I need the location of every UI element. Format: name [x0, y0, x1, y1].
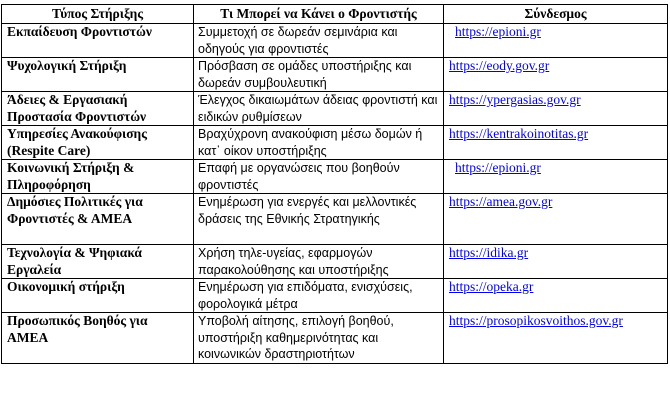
- support-type-cell: Δημόσιες Πολιτικές για Φροντιστές & ΑΜΕΑ: [2, 194, 194, 245]
- resource-link[interactable]: https://opeka.gr: [449, 279, 534, 294]
- action-cell: Συμμετοχή σε δωρεάν σεμινάρια και οδηγούς για φροντιστές: [194, 24, 444, 58]
- table-row: [2, 279, 668, 313]
- table-row: [2, 126, 668, 160]
- resource-link[interactable]: https://epioni.gr: [455, 160, 541, 175]
- header-link: Σύνδεσμος: [444, 5, 668, 24]
- support-type-cell: Εκπαίδευση Φροντιστών: [2, 24, 194, 58]
- resource-link[interactable]: https://eody.gov.gr: [449, 58, 550, 73]
- action-cell: Έλεγχος δικαιωμάτων άδειας φροντιστή και ειδικών ρυθμίσεων: [194, 92, 444, 126]
- table-row: [2, 24, 668, 58]
- link-cell: [444, 58, 668, 92]
- action-cell: Βραχύχρονη ανακούφιση μέσω δομών ή κατ᾽ οίκον υποστήριξης: [194, 126, 444, 160]
- action-cell: Ενημέρωση για ενεργές και μελλοντικές δράσεις της Εθνικής Στρατηγικής: [194, 194, 444, 245]
- support-type-cell: Προσωπικός Βοηθός για ΑΜΕΑ: [2, 313, 194, 364]
- link-cell: [444, 313, 668, 364]
- resource-link[interactable]: https://kentrakoinotitas.gr: [449, 126, 589, 141]
- table-row: [2, 58, 668, 92]
- resource-link[interactable]: https://idika.gr: [449, 245, 529, 260]
- action-cell: Ενημέρωση για επιδόματα, ενισχύσεις, φορολογικά μέτρα: [194, 279, 444, 313]
- table-row: [2, 92, 668, 126]
- support-type-cell: Τεχνολογία & Ψηφιακά Εργαλεία: [2, 245, 194, 279]
- link-cell: [444, 160, 668, 194]
- action-cell: Επαφή με οργανώσεις που βοηθούν φροντιστές: [194, 160, 444, 194]
- header-support-type: Τύπος Στήριξης: [2, 5, 194, 24]
- action-cell: Πρόσβαση σε ομάδες υποστήριξης και δωρεάν συμβουλευτική: [194, 58, 444, 92]
- link-cell: [444, 92, 668, 126]
- table-row: [2, 194, 668, 245]
- support-type-cell: Άδειες & Εργασιακή Προστασία Φροντιστών: [2, 92, 194, 126]
- table-row: [2, 160, 668, 194]
- table-row: [2, 245, 668, 279]
- header-caregiver-action: Τι Μπορεί να Κάνει ο Φροντιστής: [194, 5, 444, 24]
- table-header-row: [2, 5, 668, 24]
- resource-link[interactable]: https://epioni.gr: [455, 24, 541, 39]
- link-cell: [444, 194, 668, 245]
- link-cell: [444, 279, 668, 313]
- action-cell: Χρήση τηλε-υγείας, εφαρμογών παρακολούθησης και υποστήριξης: [194, 245, 444, 279]
- action-cell: Υποβολή αίτησης, επιλογή βοηθού, υποστήριξη καθημερινότητας και κοινωνικών δραστηριοτήτων: [194, 313, 444, 364]
- support-type-cell: Οικονομική στήριξη: [2, 279, 194, 313]
- link-cell: [444, 24, 668, 58]
- resource-link[interactable]: https://prosopikosvoithos.gov.gr: [449, 313, 623, 328]
- link-cell: [444, 126, 668, 160]
- table-row: [2, 313, 668, 364]
- support-resources-table: [1, 4, 668, 364]
- support-type-cell: Υπηρεσίες Ανακούφισης (Respite Care): [2, 126, 194, 160]
- link-cell: [444, 245, 668, 279]
- resource-link[interactable]: https://ypergasias.gov.gr: [449, 92, 581, 107]
- support-type-cell: Κοινωνική Στήριξη & Πληροφόρηση: [2, 160, 194, 194]
- resource-link[interactable]: https://amea.gov.gr: [449, 194, 553, 209]
- support-type-cell: Ψυχολογική Στήριξη: [2, 58, 194, 92]
